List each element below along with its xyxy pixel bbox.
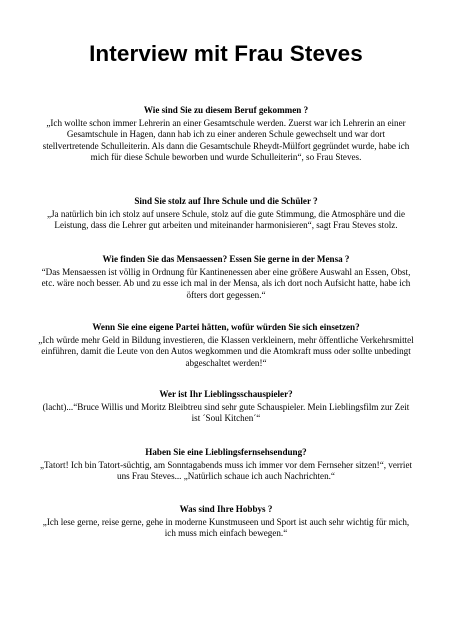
interview-item — [38, 322, 414, 369]
interview-item — [38, 254, 414, 301]
interview-answer: „Ich wollte schon immer Lehrerin an einer Gesamtschule werden. Zuerst war ich Lehrerin an einer Gesamtschule in Hagen, dann hab ich zu einer anderen Schule gewechselt und war dort stellvertretende Schulleiterin. Als dann die Gesamtschule Rheydt-Mülfort gegründet wurde, habe ich mich für diese Schule beworben und wurde Schulleiterin“, so Frau Steves. — [42, 117, 410, 163]
interview-answer: „Ja natürlich bin ich stolz auf unsere Schule, stolz auf die gute Stimmung, die Atmosphäre und die Leistung, dass die Lehrer gut arbeiten und miteinander harmonisieren“, sagt Frau Steves stolz. — [46, 208, 406, 231]
interview-question: Wenn Sie eine eigene Partei hätten, wofür würden Sie sich einsetzen? — [92, 322, 360, 332]
interview-item — [38, 389, 414, 425]
interview-item — [38, 504, 414, 540]
interview-answer: „Ich würde mehr Geld in Bildung investieren, die Klassen verkleinern, mehr öffentliche Verkehrsmittel einführen, damit die Leute von den Autos wegkommen und die Atomkraft muss oder sollte unbedingt abgeschaltet werden!“ — [38, 334, 414, 368]
interview-question: Was sind Ihre Hobbys ? — [179, 504, 273, 514]
interview-question: Wer ist Ihr Lieblingsschauspieler? — [159, 389, 293, 399]
interview-answer: „Tatort! Ich bin Tatort-süchtig, am Sonntagabends muss ich immer vor dem Fernseher sitzen!“, verriet uns Frau Steves... „Natürlich schaue ich auch Nachrichten.“ — [39, 459, 413, 482]
interview-item — [38, 105, 414, 164]
interview-item — [38, 196, 414, 232]
interview-item — [38, 447, 414, 483]
page-title: Interview mit Frau Steves — [89, 41, 363, 66]
interview-question: Haben Sie eine Lieblingsfernsehsendung? — [145, 447, 307, 457]
interview-question: Wie sind Sie zu diesem Beruf gekommen ? — [143, 105, 309, 115]
interview-answer: “Das Mensaessen ist völlig in Ordnung für Kantinenessen aber eine größere Auswahl an Essen, Obst, etc. wäre noch besser. Ab und zu esse ich mal in der Mensa, als ich dort noch Aufsicht hatte, habe ich öfters dort gegessen.“ — [41, 266, 411, 300]
interview-answer: „Ich lese gerne, reise gerne, gehe in moderne Kunstmuseen und Sport ist auch sehr wichtig für mich, ich muss mich einfach bewegen.“ — [42, 516, 410, 539]
interview-question: Sind Sie stolz auf Ihre Schule und die Schüler ? — [134, 196, 318, 206]
interview-question: Wie finden Sie das Mensaessen? Essen Sie gerne in der Mensa ? — [102, 254, 350, 264]
interview-answer: (lacht)...“Bruce Willis und Moritz Bleibtreu sind sehr gute Schauspieler. Mein Lieblingsfilm zur Zeit ist ´Soul Kitchen´“ — [42, 401, 410, 424]
